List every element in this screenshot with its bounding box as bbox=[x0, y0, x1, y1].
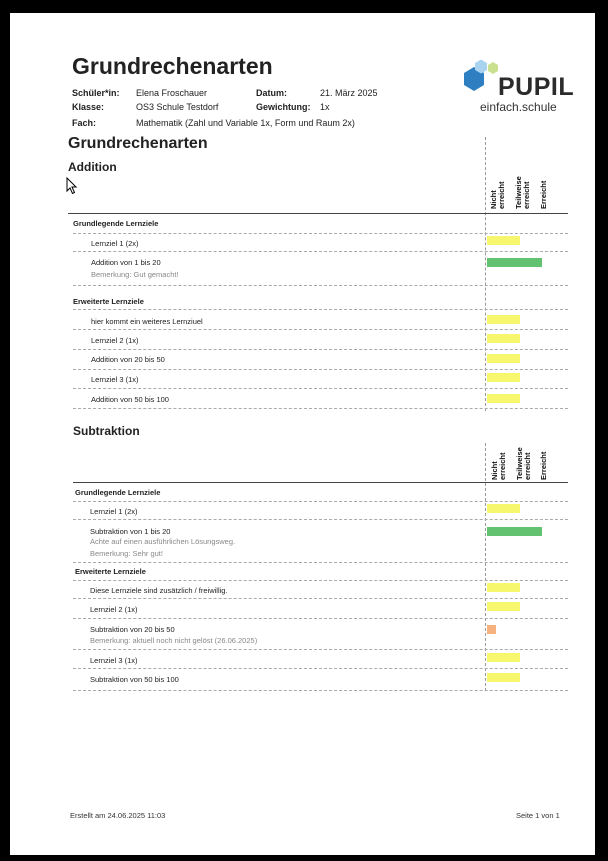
row-divider bbox=[73, 388, 568, 389]
addition-title: Addition bbox=[68, 160, 117, 174]
status-bar-not-achieved bbox=[487, 625, 496, 634]
col-partial: Teilweise erreicht bbox=[515, 447, 532, 480]
list-item: hier kommt ein weiteres Lernziuel bbox=[91, 317, 203, 326]
list-item: Addition von 50 bis 100 bbox=[91, 395, 169, 404]
row-divider bbox=[73, 580, 568, 581]
status-bar-partial bbox=[487, 394, 520, 403]
row-divider bbox=[73, 501, 568, 502]
row-divider bbox=[73, 251, 568, 252]
header-line bbox=[68, 213, 568, 214]
status-bar-partial bbox=[487, 583, 520, 592]
date-label: Datum: bbox=[256, 88, 287, 98]
logo-brand: PUPIL bbox=[498, 73, 575, 101]
status-bar-partial bbox=[487, 315, 520, 324]
status-bar-partial bbox=[487, 373, 520, 382]
status-bar-partial bbox=[487, 653, 520, 662]
report-title: Grundrechenarten bbox=[72, 53, 273, 79]
status-bar-partial bbox=[487, 602, 520, 611]
status-bar-achieved bbox=[487, 258, 542, 267]
col-achieved: Erreicht bbox=[539, 180, 548, 209]
group-basic: Grundlegende Lernziele bbox=[73, 219, 159, 228]
subject-label: Fach: bbox=[72, 118, 97, 128]
status-bar-partial bbox=[487, 334, 520, 343]
list-item: Lernziel 3 (1x) bbox=[90, 656, 138, 665]
group-extended: Erweiterte Lernziele bbox=[75, 567, 146, 576]
row-divider bbox=[73, 668, 568, 669]
weight-value: 1x bbox=[320, 102, 330, 112]
list-item: Addition von 1 bis 20 bbox=[91, 258, 161, 267]
list-item: Lernziel 1 (2x) bbox=[90, 507, 138, 516]
item-note: Bemerkung: Sehr gut! bbox=[90, 549, 163, 558]
row-divider bbox=[73, 408, 568, 409]
report-page bbox=[10, 13, 595, 855]
row-divider bbox=[73, 285, 568, 286]
col-partial: Teilweise erreicht bbox=[514, 176, 531, 209]
row-divider bbox=[73, 233, 568, 234]
class-label: Klasse: bbox=[72, 102, 105, 112]
row-divider bbox=[73, 562, 568, 563]
row-divider bbox=[73, 369, 568, 370]
subject-value: Mathematik (Zahl und Variable 1x, Form und Raum 2x) bbox=[136, 118, 355, 128]
list-item: Diese Lernziele sind zusätzlich / freiwillig. bbox=[90, 586, 228, 595]
header-line bbox=[73, 482, 568, 483]
col-not-achieved: Nicht erreicht bbox=[490, 452, 507, 480]
group-basic: Grundlegende Lernziele bbox=[75, 488, 161, 497]
subtraction-title: Subtraktion bbox=[73, 424, 140, 438]
footer-page: Seite 1 von 1 bbox=[516, 811, 560, 820]
row-divider bbox=[73, 349, 568, 350]
status-bar-partial bbox=[487, 673, 520, 682]
row-divider bbox=[73, 329, 568, 330]
list-item: Subtraktion von 50 bis 100 bbox=[90, 675, 179, 684]
item-note: Achte auf einen ausführlichen Lösungsweg. bbox=[90, 537, 236, 546]
logo-tagline: einfach.schule bbox=[480, 100, 557, 114]
row-divider bbox=[73, 598, 568, 599]
mouse-cursor-icon bbox=[66, 177, 78, 195]
row-divider bbox=[73, 618, 568, 619]
list-item: Lernziel 2 (1x) bbox=[91, 336, 139, 345]
item-note: Bemerkung: Gut gemacht! bbox=[91, 270, 179, 279]
row-divider bbox=[73, 309, 568, 310]
footer-created: Erstellt am 24.06.2025 11:03 bbox=[70, 811, 166, 820]
row-divider bbox=[73, 649, 568, 650]
student-label: Schüler*in: bbox=[72, 88, 120, 98]
list-item: Lernziel 2 (1x) bbox=[90, 605, 138, 614]
status-bar-partial bbox=[487, 236, 520, 245]
class-value: OS3 Schule Testdorf bbox=[136, 102, 219, 112]
status-bar-partial bbox=[487, 504, 520, 513]
list-item: Subtraktion von 20 bis 50 bbox=[90, 625, 175, 634]
row-divider bbox=[73, 519, 568, 520]
item-note: Bemerkung: aktuell noch nicht gelöst (26.06.2025) bbox=[90, 636, 258, 645]
weight-label: Gewichtung: bbox=[256, 102, 311, 112]
list-item: Lernziel 1 (2x) bbox=[91, 239, 139, 248]
list-item: Addition von 20 bis 50 bbox=[91, 355, 165, 364]
col-not-achieved: Nicht erreicht bbox=[489, 181, 506, 209]
student-value: Elena Froschauer bbox=[136, 88, 208, 98]
status-bar-achieved bbox=[487, 527, 542, 536]
date-value: 21. März 2025 bbox=[320, 88, 378, 98]
status-bar-partial bbox=[487, 354, 520, 363]
col-achieved: Erreicht bbox=[539, 451, 548, 480]
list-item: Lernziel 3 (1x) bbox=[91, 375, 139, 384]
main-section-title: Grundrechenarten bbox=[68, 135, 208, 152]
row-divider bbox=[73, 690, 568, 691]
list-item: Subtraktion von 1 bis 20 bbox=[90, 527, 171, 536]
group-extended: Erweiterte Lernziele bbox=[73, 297, 144, 306]
column-divider bbox=[485, 443, 486, 691]
